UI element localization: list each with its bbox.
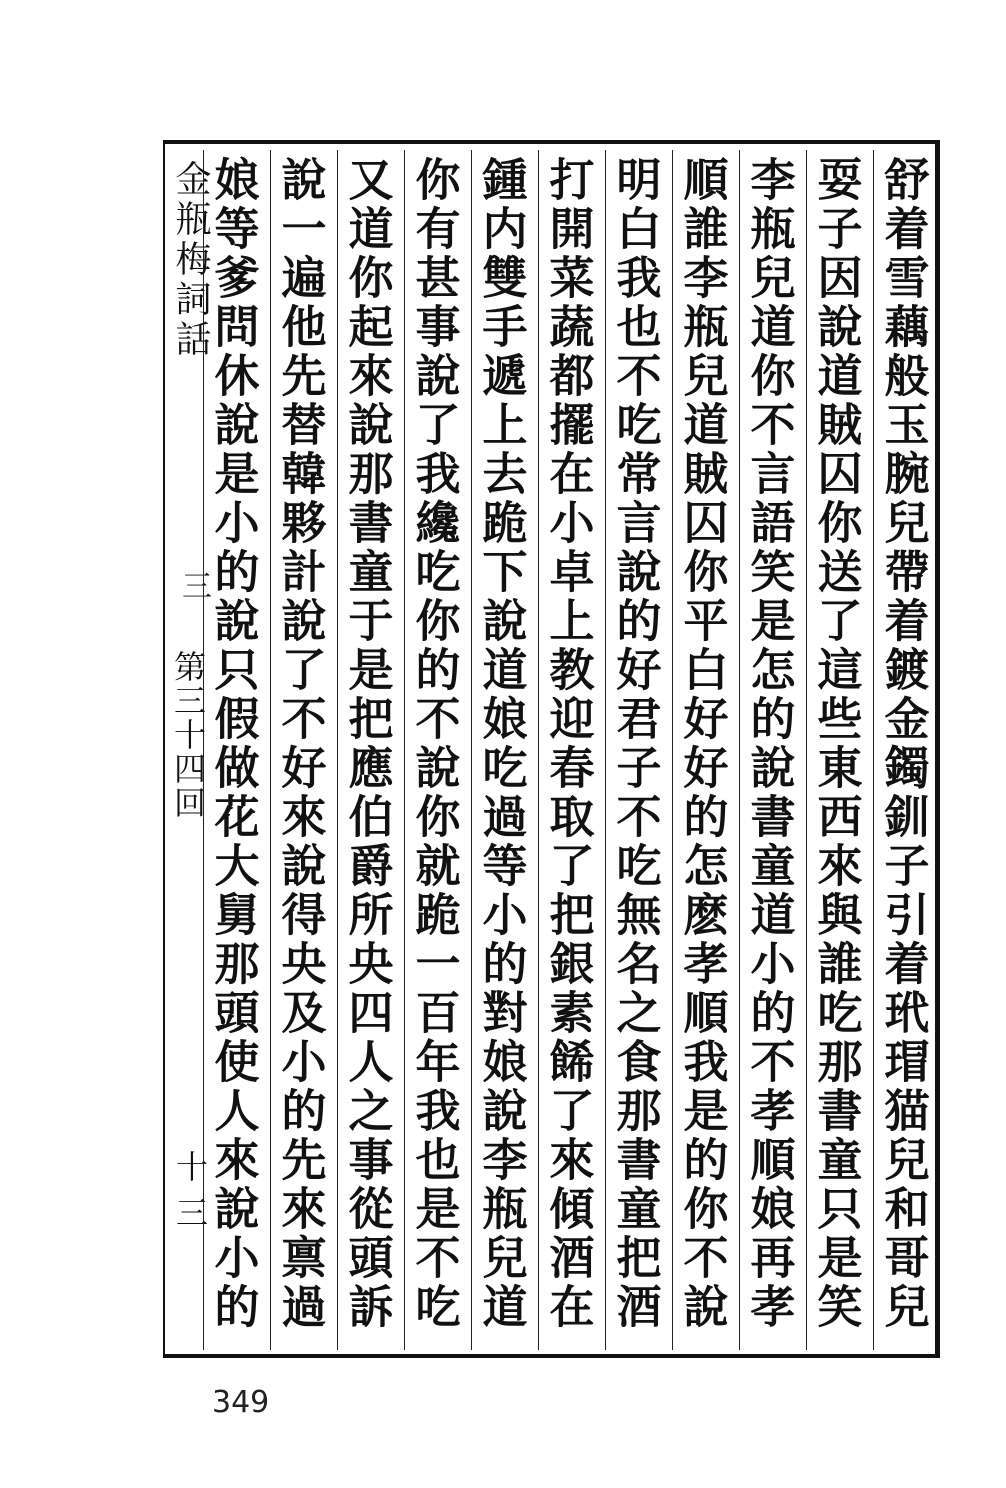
column-text: 娘等爹問休說是小的說只假做花大舅那頭使人來說小的 [206,156,260,1332]
column-text: 順誰李瓶兒道賊囚你平白好好的怎麽孝順我是的你不說 [675,156,729,1332]
text-column-5 [605,150,663,1350]
column-text: 耍子因說道賊囚你送了這些東西來與誰吃那書童只是笑 [809,156,863,1332]
text-column-6 [538,150,596,1350]
column-text: 鍾内雙手遞上去跪下說道娘吃過等小的對娘說李瓶兒道 [474,156,528,1332]
column-text: 打開菜蔬都擺在小卓上教迎春取了把銀素餙了來傾酒在 [541,156,595,1332]
text-column-4 [672,150,730,1350]
column-text: 說一遍他先替韓夥計說了不好來說得央及小的先來禀過 [273,156,327,1332]
column-text: 明白我也不吃常言說的好君子不吃無名之食那書童把酒 [608,156,662,1332]
column-text: 李瓶兒道你不言語笑是怎的說書童道小的不孝順娘再孝 [742,156,796,1332]
page-margin-column [163,150,211,1350]
leaf-number: 十三 [171,1150,209,1242]
text-column-10 [270,150,328,1350]
book-title: 金瓶梅詞話 [170,160,211,360]
text-column-3 [739,150,797,1350]
volume-number: 三 [176,570,211,600]
chapter-label: 第三十四回 [169,650,207,820]
text-column-2 [806,150,864,1350]
column-text: 舒着雪藕般玉腕兒帶着鍍金鐲釧子引着玳瑁猫兒和哥兒 [876,156,930,1332]
text-column-8 [404,150,462,1350]
column-text: 你有甚事說了我纔吃你的不說你就跪一百年我也是不吃 [407,156,461,1332]
text-column-7 [471,150,529,1350]
text-column-1 [873,150,931,1350]
text-column-9 [337,150,395,1350]
text-column-11 [203,150,261,1350]
page-number: 349 [212,1385,270,1420]
column-text: 又道你起來說那書童于是把應伯爵所央四人之事從頭訴 [340,156,394,1332]
